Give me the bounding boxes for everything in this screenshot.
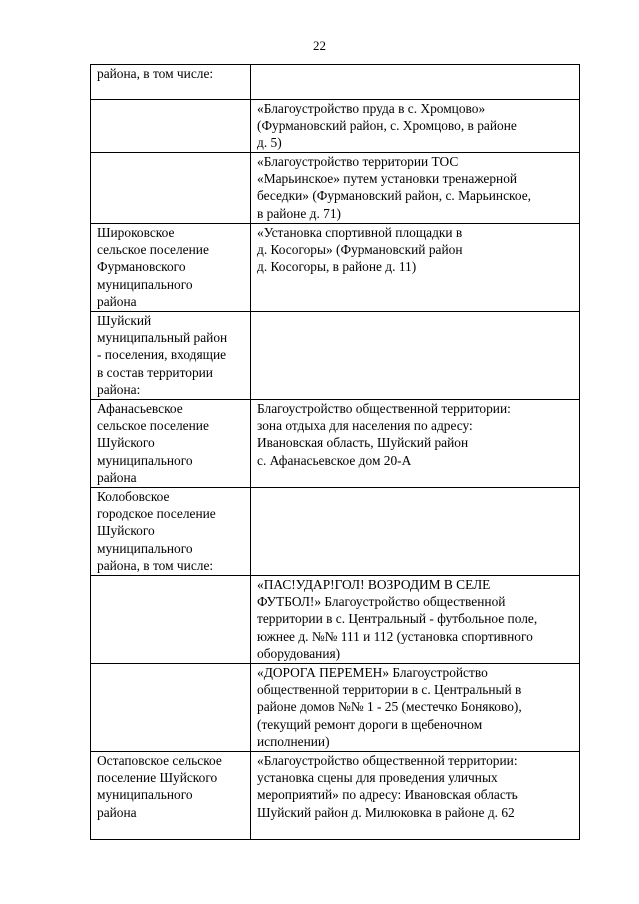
project-text: «Благоустройство территории ТОС «Марьинское» путем установки тренажерной беседки» (Фурмановский район, с. Марьинское, в районе д. 71) [257,154,532,221]
project-cell [251,153,580,224]
table-row [91,100,580,153]
municipality-text: Широковское сельское поселение Фурмановского муниципального района [97,225,209,309]
table-row [91,488,580,576]
municipality-cell [91,488,251,576]
project-cell [251,488,580,576]
municipality-text: Колобовское городское поселение Шуйского муниципального района, в том числе: [97,489,216,573]
project-cell [251,65,580,100]
project-cell [251,312,580,400]
table-row [91,312,580,400]
project-text: «Установка спортивной площадки в д. Косогоры» (Фурмановский район д. Косогоры, в районе д. 11) [257,225,463,275]
municipality-cell [91,100,251,153]
table-row [91,752,580,840]
project-cell [251,752,580,840]
project-text: «Благоустройство общественной территории: установка сцены для проведения уличных мероприятий» по адресу: Ивановская область Шуйский район д. Милюковка в районе д. 62 [257,753,518,820]
project-cell [251,664,580,752]
table-row [91,65,580,100]
project-text: Благоустройство общественной территории: зона отдыха для населения по адресу: Ивановская область, Шуйский район с. Афанасьевское дом 20-А [257,401,511,468]
page-number: 22 [313,38,326,53]
municipality-text: района, в том числе: [97,66,214,81]
municipality-text: Остаповское сельское поселение Шуйского муниципального района [97,753,222,820]
project-text: «ДОРОГА ПЕРЕМЕН» Благоустройство общественной территории в с. Центральный в районе домов №№ 1 - 25 (местечко Боняково), (текущий ремонт дороги в щебеночном исполнении) [257,665,522,749]
table-row [91,224,580,312]
municipality-cell [91,153,251,224]
project-text: «ПАС!УДАР!ГОЛ! ВОЗРОДИМ В СЕЛЕ ФУТБОЛ!» Благоустройство общественной территории в с. Центральный - футбольное поле, южнее д. №№ 111 и 112 (установка спортивного оборудования) [257,577,538,661]
municipality-cell [91,664,251,752]
municipality-text: Афанасьевское сельское поселение Шуйского муниципального района [97,401,209,485]
municipality-cell [91,400,251,488]
projects-table [90,64,580,840]
municipality-cell [91,65,251,100]
table-row [91,664,580,752]
project-text: «Благоустройство пруда в с. Хромцово» (Фурмановский район, с. Хромцово, в районе д. 5) [257,101,517,151]
municipality-cell [91,752,251,840]
municipality-text: Шуйский муниципальный район - поселения, входящие в состав территории района: [97,313,228,397]
project-cell [251,400,580,488]
table-row [91,576,580,664]
project-cell [251,100,580,153]
municipality-cell [91,224,251,312]
table-row [91,153,580,224]
table-row [91,400,580,488]
municipality-cell [91,312,251,400]
project-cell [251,224,580,312]
municipality-cell [91,576,251,664]
project-cell [251,576,580,664]
